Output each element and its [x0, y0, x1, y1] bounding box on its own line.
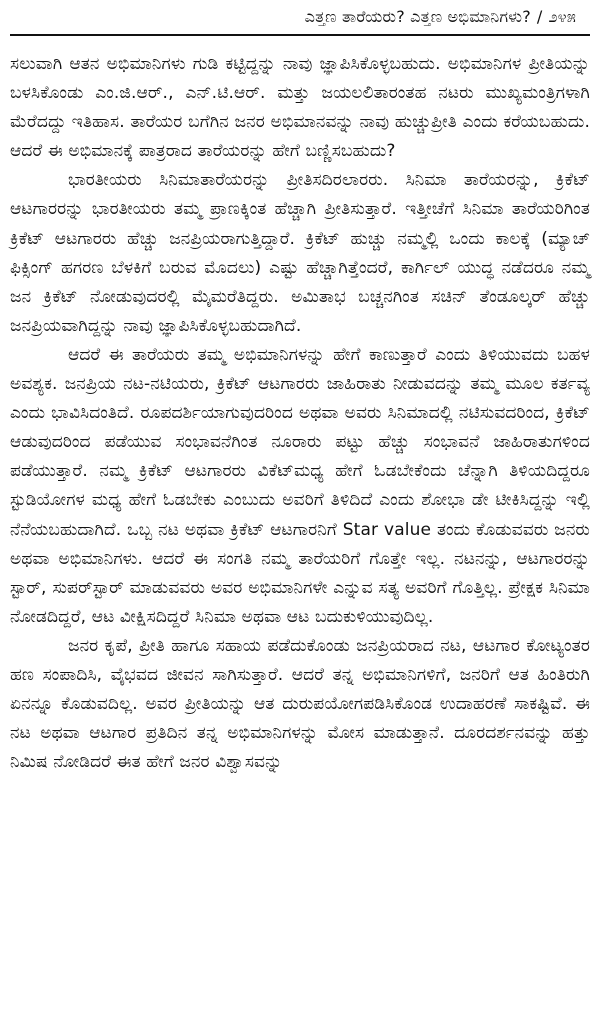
chapter-title: ಎತ್ತಣ ತಾರೆಯರು? ಎತ್ತಣ ಅಭಿಮಾನಿಗಳು? [304, 7, 531, 26]
header-separator: / [536, 7, 543, 26]
body-text [10, 50, 590, 777]
header-rule [10, 34, 590, 36]
paragraph: ಆದರೆ ಈ ತಾರೆಯರು ತಮ್ಮ ಅಭಿಮಾನಿಗಳನ್ನು ಹೇಗೆ ಕಾಣುತ್ತಾರೆ ಎಂದು ತಿಳಿಯುವದು ಬಹಳ ಅವಶ್ಯಕ. ಜನಪ್ರಿಯ ನಟ-ನಟಿಯರು, ಕ್ರಿಕೆಟ್ ಆಟಗಾರರು ಜಾಹಿರಾತು ನೀಡುವದನ್ನು ತಮ್ಮ ಮೂಲ ಕರ್ತವ್ಯ ಎಂದು ಭಾವಿಸಿದಂತಿದೆ. ರೂಪದರ್ಶಿಯಾಗುವುದರಿಂದ ಅಥವಾ ಅವರು ಸಿನಿಮಾದಲ್ಲಿ ನಟಿಸುವದರಿಂದ, ಕ್ರಿಕೆಟ್ ಆಡುವುದರಿಂದ ಪಡೆಯುವ ಸಂಭಾವನೆಗಿಂತ ನೂರಾರು ಪಟ್ಟು ಹೆಚ್ಚು ಸಂಭಾವನೆ ಜಾಹಿರಾತುಗಳಿಂದ ಪಡೆಯುತ್ತಾರೆ. ನಮ್ಮ ಕ್ರಿಕೆಟ್ ಆಟಗಾರರು ವಿಕೆಟ್‌ಮಧ್ಯ ಹೇಗೆ ಓಡಬೇಕೆಂದು ಚೆನ್ನಾಗಿ ತಿಳಿಯದಿದ್ದರೂ ಸ್ಟುಡಿಯೋಗಳ ಮಧ್ಯ ಹೇಗೆ ಓಡಬೇಕು ಎಂಬುದು ಅವರಿಗೆ ತಿಳಿದಿದೆ ಎಂದು ಶೋಭಾ ಡೇ ಟೀಕಿಸಿದ್ದನ್ನು ಇಲ್ಲಿ ನೆನೆಯಬಹುದಾಗಿದೆ. ಒಬ್ಬ ನಟ ಅಥವಾ ಕ್ರಿಕೆಟ್ ಆಟಗಾರನಿಗೆ Star value ತಂದು ಕೊಡುವವರು ಜನರು ಅಥವಾ ಅಭಿಮಾನಿಗಳು. ಆದರೆ ಈ ಸಂಗತಿ ನಮ್ಮ ತಾರೆಯರಿಗೆ ಗೊತ್ತೇ ಇಲ್ಲ. ನಟನನ್ನು, ಆಟಗಾರರನ್ನು ಸ್ಟಾರ್, ಸುಪರ್‌ಸ್ಟಾರ್ ಮಾಡುವವರು ಅವರ ಅಭಿಮಾನಿಗಳೇ ಎನ್ನುವ ಸತ್ಯ ಅವರಿಗೆ ಗೊತ್ತಿಲ್ಲ. ಪ್ರೇಕ್ಷಕ ಸಿನಿಮಾ ನೋಡದಿದ್ದರೆ, ಆಟ ವೀಕ್ಷಿಸದಿದ್ದರೆ ಸಿನಿಮಾ ಅಥವಾ ಆಟ ಬದುಕುಳಿಯುವುದಿಲ್ಲ. [10, 344, 590, 627]
paragraph: ಜನರ ಕೃಪೆ, ಪ್ರೀತಿ ಹಾಗೂ ಸಹಾಯ ಪಡೆದುಕೊಂಡು ಜನಪ್ರಿಯರಾದ ನಟ, ಆಟಗಾರ ಕೋಟ್ಯಂತರ ಹಣ ಸಂಪಾದಿಸಿ, ವೈಭವದ ಜೀವನ ಸಾಗಿಸುತ್ತಾರೆ. ಆದರೆ ತನ್ನ ಅಭಿಮಾನಿಗಳಿಗೆ, ಜನರಿಗೆ ಆತ ಹಿಂತಿರುಗಿ ಏನನ್ನೂ ಕೊಡುವದಿಲ್ಲ. ಅವರ ಪ್ರೀತಿಯನ್ನು ಆತ ದುರುಪಯೋಗಪಡಿಸಿಕೊಂಡ ಉದಾಹರಣೆ ಸಾಕಷ್ಟಿವೆ. ಈ ನಟ ಅಥವಾ ಆಟಗಾರ ಪ್ರತಿದಿನ ತನ್ನ ಅಭಿಮಾನಿಗಳನ್ನು ಮೋಸ ಮಾಡುತ್ತಾನೆ. ದೂರದರ್ಶನವನ್ನು ಹತ್ತು ನಿಮಿಷ ನೋಡಿದರೆ ಈತ ಹೇಗೆ ಜನರ ವಿಶ್ವಾಸವನ್ನು [10, 635, 590, 773]
page-number: ೨೪೫ [548, 7, 576, 26]
paragraph: ಸಲುವಾಗಿ ಆತನ ಅಭಿಮಾನಿಗಳು ಗುಡಿ ಕಟ್ಟಿದ್ದನ್ನು ನಾವು ಜ್ಞಾಪಿಸಿಕೊಳ್ಳಬಹುದು. ಅಭಿಮಾನಿಗಳ ಪ್ರೀತಿಯನ್ನು ಬಳಸಿಕೊಂಡು ಎಂ.ಜಿ.ಆರ್., ಎನ್.ಟಿ.ಆರ್. ಮತ್ತು ಜಯಲಲಿತಾರಂತಹ ನಟರು ಮುಖ್ಯಮಂತ್ರಿಗಳಾಗಿ ಮೆರೆದದ್ದು ಇತಿಹಾಸ. ತಾರೆಯರ ಬಗೆಗಿನ ಜನರ ಅಭಿಮಾನವನ್ನು ನಾವು ಹುಚ್ಚುಪ್ರೀತಿ ಎಂದು ಕರೆಯಬಹುದು. ಆದರೆ ಈ ಅಭಿಮಾನಕ್ಕೆ ಪಾತ್ರರಾದ ತಾರೆಯರನ್ನು ಹೇಗೆ ಬಣ್ಣಿಸಬಹುದು? [10, 54, 590, 162]
paragraph: ಭಾರತೀಯರು ಸಿನಿಮಾತಾರೆಯರನ್ನು ಪ್ರೀತಿಸದಿರಲಾರರು. ಸಿನಿಮಾ ತಾರೆಯರನ್ನು, ಕ್ರಿಕೆಟ್ ಆಟಗಾರರನ್ನು ಭಾರತೀಯರು ತಮ್ಮ ಪ್ರಾಣಕ್ಕಿಂತ ಹೆಚ್ಚಾಗಿ ಪ್ರೀತಿಸುತ್ತಾರೆ. ಇತ್ತೀಚೆಗೆ ಸಿನಿಮಾ ತಾರೆಯರಿಗಿಂತ ಕ್ರಿಕೆಟ್ ಆಟಗಾರರು ಹೆಚ್ಚು ಜನಪ್ರಿಯರಾಗುತ್ತಿದ್ದಾರೆ. ಕ್ರಿಕೆಟ್ ಹುಚ್ಚು ನಮ್ಮಲ್ಲಿ ಒಂದು ಕಾಲಕ್ಕೆ (ಮ್ಯಾಚ್ ಫಿಕ್ಸಿಂಗ್ ಹಗರಣ ಬೆಳಕಿಗೆ ಬರುವ ಮೊದಲು) ಎಷ್ಟು ಹೆಚ್ಚಾಗಿತ್ತೆಂದರೆ, ಕಾರ್ಗಿಲ್ ಯುದ್ಧ ನಡೆದರೂ ನಮ್ಮ ಜನ ಕ್ರಿಕೆಟ್ ನೋಡುವುದರಲ್ಲಿ ಮೈಮರೆತಿದ್ದರು. ಅಮಿತಾಭ ಬಚ್ಚನಗಿಂತ ಸಚಿನ್ ತೆಂಡೂಲ್ಕರ್ ಹೆಚ್ಚು ಜನಪ್ರಿಯವಾಗಿದ್ದನ್ನು ನಾವು ಜ್ಞಾಪಿಸಿಕೊಳ್ಳಬಹುದಾಗಿದೆ. [10, 170, 590, 336]
running-header [10, 6, 590, 28]
